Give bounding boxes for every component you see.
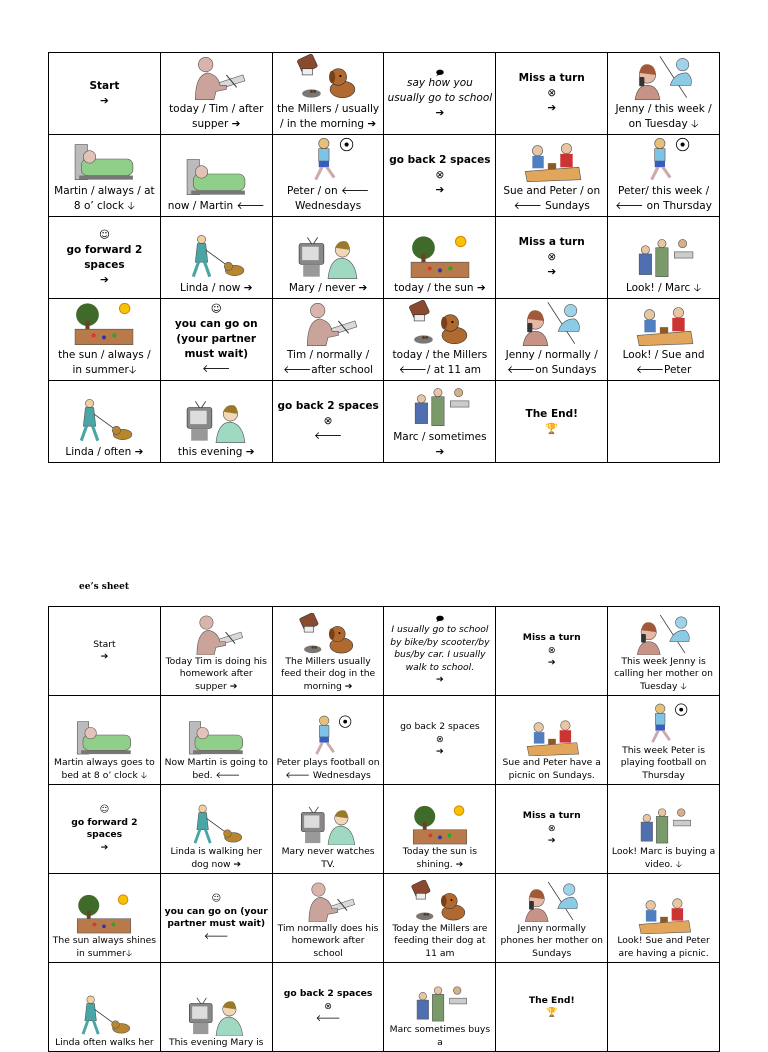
direction-symbol: ➔: [547, 657, 556, 669]
board-cell: [160, 381, 272, 463]
cell-content: [608, 785, 719, 873]
board-cell: [384, 607, 496, 696]
direction-symbol: ➔: [436, 746, 444, 758]
bed-icon: [185, 151, 247, 197]
cell-text: Look! / Sue and 🡐Peter: [622, 349, 705, 376]
cell-content: [49, 53, 160, 134]
cell-text: Linda is walking her dog now ➔: [170, 846, 263, 870]
cell-text: Today the sun is shining. ➔: [402, 846, 477, 870]
board-cell: [608, 785, 720, 874]
direction-symbol: ⊗: [435, 169, 445, 181]
cell-content: [384, 299, 495, 380]
cell-content: [608, 874, 719, 962]
cell-content: [608, 696, 719, 784]
cell-content: [49, 874, 160, 962]
board-cell: [160, 135, 272, 217]
cell-content: [496, 607, 607, 695]
cell-text: Today the Millers are feeding their dog at 11 am: [392, 922, 488, 959]
cell-content: [161, 785, 272, 873]
game-board-answers: [48, 606, 720, 1052]
cell-title: Miss a turn: [522, 810, 581, 822]
board-cell: [496, 53, 608, 135]
football-icon: [299, 714, 357, 756]
direction-symbol: ⊗: [436, 733, 444, 745]
board-cell: [49, 785, 161, 874]
cell-text: now / Martin 🡐: [167, 200, 265, 212]
direction-symbol: ⊗: [547, 644, 556, 656]
board-cell: [384, 381, 496, 463]
direction-symbol: 🏆: [546, 1007, 558, 1018]
cell-content: [496, 785, 607, 873]
cell-content: [273, 785, 384, 873]
phone-call-icon: [635, 613, 693, 655]
board-cell: [496, 381, 608, 463]
cell-title: I usually go to school by bike/by scooter/by bus/by car. I usually walk to school.: [390, 624, 490, 673]
board-cell: [160, 696, 272, 785]
cell-content: [161, 217, 272, 298]
cell-content: [384, 785, 495, 873]
cell-content: [384, 696, 495, 784]
board-cell: [49, 217, 161, 299]
board-cell: [384, 53, 496, 135]
cell-content: [608, 607, 719, 695]
feeding-dog-icon: [411, 880, 469, 922]
board-cell: [608, 299, 720, 381]
cell-text: Mary never watches TV.: [281, 846, 375, 870]
bed-icon: [73, 136, 135, 182]
bed-icon: [75, 714, 133, 756]
video-shop-icon: [409, 382, 471, 428]
cell-content: [273, 217, 384, 298]
cell-text: Linda / now ➔: [179, 282, 253, 294]
cell-content: [496, 135, 607, 216]
board-cell: [49, 607, 161, 696]
cell-title: go back 2 spaces: [400, 721, 480, 733]
cell-content: [496, 299, 607, 380]
cell-content: [496, 874, 607, 962]
direction-symbol: 🡐: [203, 930, 229, 942]
cell-content: [384, 963, 495, 1051]
cell-content: [608, 217, 719, 298]
board-cell: [496, 963, 608, 1052]
direction-symbol: ➔: [547, 102, 557, 114]
cell-title: Start: [93, 638, 116, 650]
cell-content: [384, 381, 495, 462]
cell-text: Look! Sue and Peter are having a picnic.: [617, 935, 710, 959]
homework-icon: [297, 300, 359, 346]
direction-symbol: ➔: [547, 266, 557, 278]
cell-text: Jenny / normally / 🡐on Sundays: [505, 349, 598, 376]
cell-content: [161, 696, 272, 784]
board-cell: [496, 217, 608, 299]
direction-symbol: ➔: [436, 674, 444, 686]
cell-text: Today Tim is doing his homework after supper ➔: [165, 655, 267, 692]
board-cell: [160, 53, 272, 135]
cell-title: Miss a turn: [522, 632, 581, 644]
cell-text: This week Peter is playing football on Thursday: [620, 744, 707, 781]
board-cell: [272, 963, 384, 1052]
sunny-garden-icon: [75, 892, 133, 934]
picnic-icon: [523, 714, 581, 756]
board-cell: [496, 785, 608, 874]
board-row: [49, 53, 720, 135]
watching-tv-icon: [299, 803, 357, 845]
game-board-prompts: [48, 52, 720, 463]
cell-content: [384, 607, 495, 695]
cell-text: Look! / Marc 🡣: [625, 282, 702, 294]
board-cell: [608, 696, 720, 785]
homework-icon: [299, 880, 357, 922]
board-cell: [49, 696, 161, 785]
board-cell: [496, 135, 608, 217]
board-cell: [49, 874, 161, 963]
board-cell: [272, 874, 384, 963]
board-cell: [160, 217, 272, 299]
cell-title: you can go on (your partner must wait): [174, 318, 258, 360]
cell-content: [161, 963, 272, 1051]
board-row: [49, 696, 720, 785]
board-cell: [49, 299, 161, 381]
feeding-dog-icon: [299, 613, 357, 655]
smiley-icon: ☺: [210, 303, 222, 315]
phone-call-icon: [633, 54, 695, 100]
cell-content: [608, 53, 719, 134]
cell-title: Miss a turn: [518, 236, 585, 248]
cell-title: you can go on (your partner must wait): [164, 905, 268, 929]
board-cell: [608, 963, 720, 1052]
walking-dog-icon: [75, 994, 133, 1036]
board-cell: [384, 874, 496, 963]
cell-content: [161, 874, 272, 962]
direction-symbol: ⊗: [547, 822, 556, 834]
sunny-garden-icon: [411, 803, 469, 845]
cell-content: [496, 53, 607, 134]
board-cell: [272, 53, 384, 135]
cell-text: Mary / never ➔: [288, 282, 368, 294]
cell-text: The sun always shines in summer🡣: [52, 935, 157, 959]
cell-content: [161, 135, 272, 216]
cell-text: today / the sun ➔: [394, 282, 486, 294]
football-icon: [297, 136, 359, 182]
bed-icon: [187, 714, 245, 756]
walking-dog-icon: [73, 397, 135, 443]
cell-content: [161, 53, 272, 134]
feeding-dog-icon: [409, 300, 471, 346]
phone-call-icon: [521, 300, 583, 346]
cell-content: [273, 135, 384, 216]
cell-title: go back 2 spaces: [283, 988, 373, 1000]
homework-icon: [187, 613, 245, 655]
football-icon: [633, 136, 695, 182]
cell-content: [273, 696, 384, 784]
watching-tv-icon: [185, 397, 247, 443]
board-cell: [272, 607, 384, 696]
direction-symbol: ➔: [100, 94, 109, 107]
board-cell: [496, 696, 608, 785]
cell-content: [49, 217, 160, 298]
smiley-icon: ☺: [98, 228, 110, 241]
cell-text: the Millers / usually / in the morning ➔: [277, 103, 380, 130]
board-cell: [608, 607, 720, 696]
cell-text: This week Jenny is calling her mother on Tuesday 🡣: [614, 655, 714, 692]
cell-content: [273, 299, 384, 380]
cell-content: [608, 135, 719, 216]
cell-title: go forward 2 spaces: [71, 816, 138, 840]
board-cell: [384, 135, 496, 217]
cell-text: Look! Marc is buying a video. 🡣: [611, 846, 716, 870]
board-cell: [49, 381, 161, 463]
cell-text: Sue and Peter / on 🡐 Sundays: [503, 185, 601, 212]
board-row: [49, 607, 720, 696]
feeding-dog-icon: [297, 54, 359, 100]
cell-text: Tim / normally / 🡐after school: [283, 349, 374, 376]
board-cell: [272, 217, 384, 299]
cell-content: [608, 299, 719, 380]
cell-content: [273, 607, 384, 695]
board-row: [49, 135, 720, 217]
board-cell: [272, 785, 384, 874]
picnic-icon: [633, 300, 695, 346]
smiley-icon: ☺: [211, 893, 222, 904]
cell-text: Marc sometimes buys a: [389, 1024, 491, 1048]
board-cell: [49, 135, 161, 217]
cell-content: [49, 381, 160, 462]
board-cell: [384, 785, 496, 874]
video-shop-icon: [633, 233, 695, 279]
cell-content: [496, 381, 607, 462]
homework-icon: [185, 54, 247, 100]
cell-content: [273, 381, 384, 462]
board-cell: [160, 785, 272, 874]
board-cell: [49, 53, 161, 135]
board-cell: [160, 607, 272, 696]
direction-symbol: ⊗: [324, 1000, 332, 1012]
cell-content: [49, 963, 160, 1051]
cell-text: the sun / always / in summer🡣: [58, 349, 151, 376]
cell-text: This evening Mary is: [169, 1036, 264, 1048]
cell-text: Martin / always / at 8 o’ clock 🡣: [54, 185, 155, 212]
cell-text: Now Martin is going to bed. 🡐: [164, 757, 268, 781]
cell-text: Sue and Peter have a picnic on Sundays.: [502, 757, 601, 781]
cell-content: [496, 217, 607, 298]
picnic-icon: [521, 136, 583, 182]
board-cell: [49, 963, 161, 1052]
cell-content: [161, 607, 272, 695]
board-cell: [608, 135, 720, 217]
cell-content: [496, 963, 607, 1051]
board-cell: [608, 53, 720, 135]
phone-call-icon: [523, 880, 581, 922]
board-row: [49, 381, 720, 463]
cell-text: this evening ➔: [177, 446, 255, 458]
board-cell: [160, 299, 272, 381]
cell-text: today / Tim / after supper ➔: [169, 103, 264, 130]
board-cell: [496, 299, 608, 381]
sheet-label: ee’s sheet: [79, 582, 130, 592]
board-cell: [160, 963, 272, 1052]
sunny-garden-icon: [73, 300, 135, 346]
cell-content: [49, 785, 160, 873]
cell-content: [608, 963, 719, 1051]
watching-tv-icon: [297, 233, 359, 279]
board-cell: [384, 217, 496, 299]
board-cell: [272, 381, 384, 463]
cell-text: Peter plays football on 🡐 Wednesdays: [276, 757, 380, 781]
direction-symbol: ➔: [100, 273, 109, 286]
cell-content: [273, 963, 384, 1051]
board-cell: [384, 696, 496, 785]
speech-bubble-icon: [434, 67, 446, 75]
direction-symbol: ➔: [547, 835, 556, 847]
direction-symbol: ➔: [435, 106, 445, 119]
speech-bubble-icon: [434, 615, 446, 623]
cell-content: [49, 135, 160, 216]
cell-content: [49, 696, 160, 784]
board-row: [49, 299, 720, 381]
cell-content: [161, 299, 272, 380]
board-row: [49, 217, 720, 299]
board-row: [49, 785, 720, 874]
board-cell: [384, 963, 496, 1052]
cell-text: Linda often walks her: [55, 1036, 154, 1048]
cell-text: Jenny / this week / on Tuesday 🡣: [615, 103, 712, 130]
board-cell: [160, 874, 272, 963]
board-cell: [272, 299, 384, 381]
walking-dog-icon: [187, 803, 245, 845]
smiley-icon: ☺: [99, 804, 110, 815]
cell-title: Start: [89, 79, 120, 92]
video-shop-icon: [635, 803, 693, 845]
cell-text: Jenny normally phones her mother on Sundays: [500, 922, 603, 959]
cell-text: Peter/ this week / 🡐 on Thursday: [615, 185, 712, 212]
direction-symbol: ➔: [100, 841, 109, 853]
cell-content: [273, 874, 384, 962]
cell-content: [384, 217, 495, 298]
direction-symbol: 🡐: [313, 430, 343, 442]
cell-text: today / the Millers 🡐/ at 11 am: [392, 349, 488, 376]
board-cell: [608, 874, 720, 963]
video-shop-icon: [411, 981, 469, 1023]
direction-symbol: ⊗: [323, 415, 333, 427]
board-row: [49, 963, 720, 1052]
board-cell: [608, 381, 720, 463]
cell-title: The End!: [528, 994, 575, 1006]
cell-text: Peter / on 🡐 Wednesdays: [287, 185, 370, 212]
cell-content: [49, 299, 160, 380]
football-icon: [635, 702, 693, 744]
direction-symbol: ⊗: [547, 251, 557, 263]
board-cell: [272, 696, 384, 785]
direction-symbol: ⊗: [547, 87, 557, 99]
cell-content: [273, 53, 384, 134]
direction-symbol: 🏆: [545, 422, 559, 435]
cell-title: say how you usually go to school: [387, 76, 493, 104]
walking-dog-icon: [185, 233, 247, 279]
direction-symbol: ➔: [100, 651, 109, 662]
cell-text: Tim normally does his homework after school: [277, 922, 379, 959]
cell-content: [384, 135, 495, 216]
board-cell: [496, 874, 608, 963]
board-cell: [608, 217, 720, 299]
cell-title: go back 2 spaces: [277, 400, 379, 412]
board-cell: [384, 299, 496, 381]
watching-tv-icon: [187, 994, 245, 1036]
cell-text: Linda / often ➔: [65, 446, 144, 458]
cell-content: [384, 874, 495, 962]
cell-text: Martin always goes to bed at 8 o’ clock 🡣: [54, 757, 155, 781]
board-row: [49, 874, 720, 963]
cell-title: go back 2 spaces: [389, 154, 491, 166]
cell-title: go forward 2 spaces: [66, 243, 143, 271]
sunny-garden-icon: [409, 233, 471, 279]
cell-content: [608, 381, 719, 462]
cell-content: [384, 53, 495, 134]
cell-title: The End!: [525, 407, 578, 420]
cell-content: [49, 607, 160, 695]
board-cell: [272, 135, 384, 217]
cell-text: Marc / sometimes ➔: [393, 431, 487, 458]
cell-text: The Millers usually feed their dog in the morning ➔: [280, 655, 376, 692]
cell-content: [496, 696, 607, 784]
picnic-icon: [635, 892, 693, 934]
direction-symbol: ➔: [435, 184, 445, 196]
cell-content: [161, 381, 272, 462]
direction-symbol: 🡐: [202, 363, 231, 375]
cell-title: Miss a turn: [518, 72, 585, 84]
direction-symbol: 🡐: [315, 1013, 341, 1025]
board-cell: [496, 607, 608, 696]
